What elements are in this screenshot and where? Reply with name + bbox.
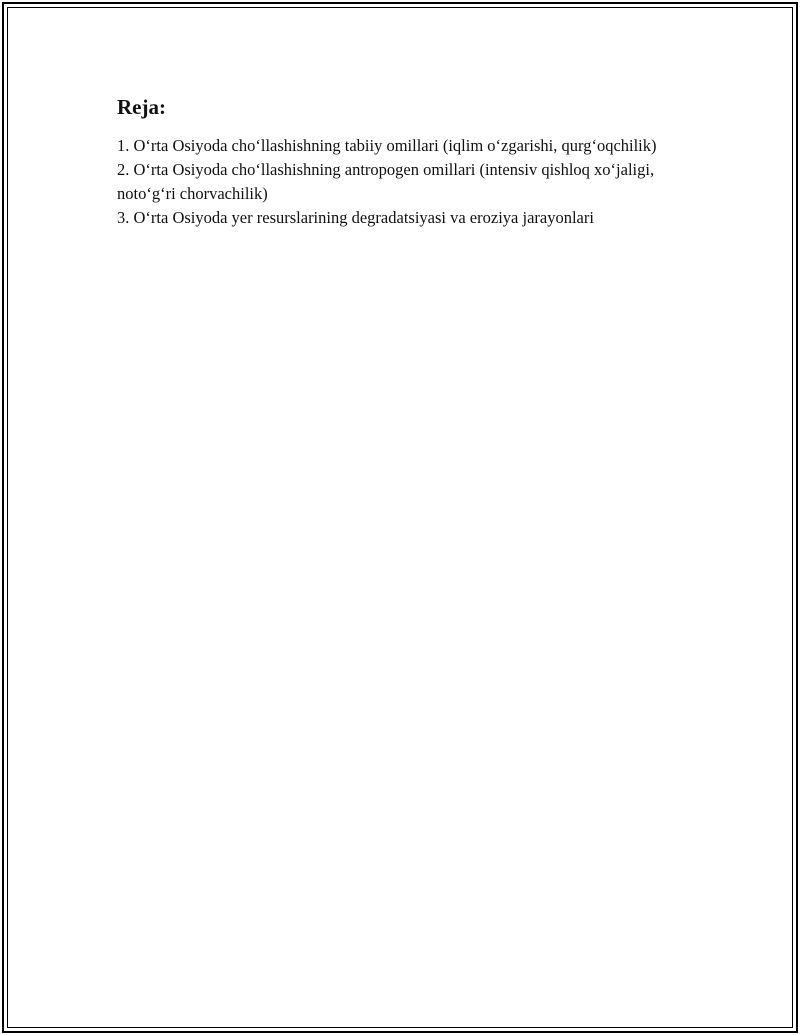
plan-item-1: 1. O‘rta Osiyoda cho‘llashishning tabiiy omillari (iqlim o‘zgarishi, qurg‘oqchilik)	[117, 136, 657, 155]
plan-item-3: 3. O‘rta Osiyoda yer resurslarining degradatsiyasi va eroziya jarayonlari	[117, 208, 594, 227]
plan-item-2: 2. O‘rta Osiyoda cho‘llashishning antropogen omillari (intensiv qishloq xo‘jaligi, noto‘g‘ri chorvachilik)	[117, 160, 655, 203]
plan-heading: Reja:	[117, 95, 166, 119]
document-body	[117, 94, 677, 230]
plan-list	[117, 134, 677, 230]
